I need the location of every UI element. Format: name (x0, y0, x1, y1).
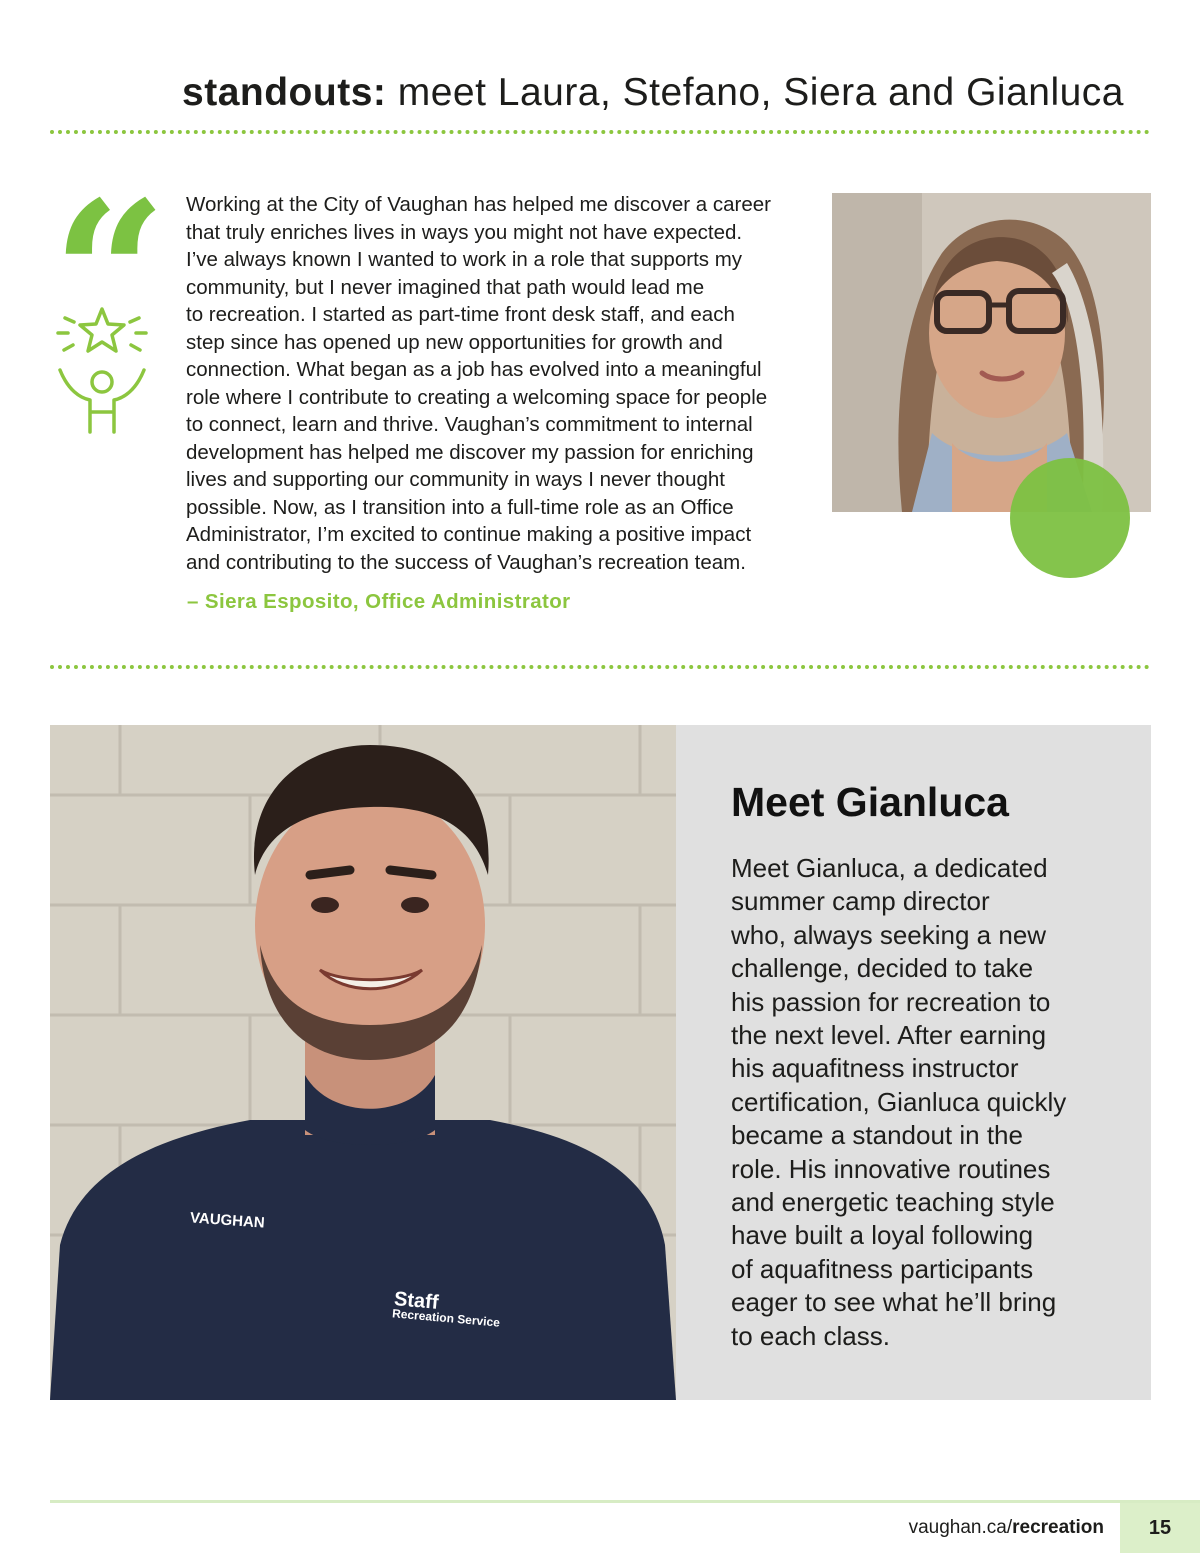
meet-line: his passion for recreation to (731, 986, 1051, 1017)
meet-line: became a standout in the (731, 1120, 1023, 1151)
meet-gianluca-text (731, 852, 1121, 1353)
footer-url-domain: vaughan.ca/ (908, 1517, 1013, 1538)
quote-line: step since has opened up new opportunities for growth and (186, 330, 723, 354)
quote-text (186, 191, 826, 576)
quote-line: possible. Now, as I transition into a full-time role as an Office (186, 495, 734, 519)
quote-attribution: – Siera Esposito, Office Administrator (187, 590, 571, 613)
quote-line: connection. What began as a job has evolved into a meaningful (186, 358, 762, 381)
gianluca-photo (50, 725, 676, 1400)
page-title-rest: meet Laura, Stefano, Siera and Gianluca (386, 71, 1124, 114)
meet-gianluca-heading: Meet Gianluca (731, 779, 1009, 825)
page-title (182, 68, 1124, 118)
meet-line: his aquafitness instructor (731, 1053, 1019, 1084)
gianluca-photo-illustration (50, 725, 676, 1400)
meet-line: role. His innovative routines (731, 1153, 1051, 1184)
quote-line: development has helped me discover my passion for enriching (186, 440, 754, 464)
shirt-staff-text: Staff (393, 1288, 440, 1314)
page-number: 15 (1148, 1517, 1172, 1539)
decorative-green-circle (1010, 458, 1130, 578)
shirt-logo-text: VAUGHAN (189, 1209, 266, 1232)
meet-line: challenge, decided to take (731, 953, 1034, 984)
meet-line: and energetic teaching style (731, 1187, 1055, 1218)
meet-line: eager to see what he’ll bring (731, 1287, 1057, 1318)
page-number-box (1120, 1503, 1200, 1553)
meet-line: of aquafitness participants (731, 1253, 1034, 1284)
quote-line: to connect, learn and thrive. Vaughan’s commitment to internal (186, 413, 753, 436)
meet-line: to each class. (731, 1320, 890, 1351)
celebrating-person-star-icon (50, 300, 154, 440)
dotted-divider-middle (50, 665, 1150, 669)
dotted-divider-top (50, 130, 1150, 134)
footer-rule (50, 1500, 1200, 1503)
quote-line: that truly enriches lives in ways you might not have expected. (186, 220, 743, 244)
quote-line: I’ve always known I wanted to work in a role that supports my (186, 248, 743, 271)
meet-line: summer camp director (731, 886, 990, 917)
meet-line: the next level. After earning (731, 1020, 1047, 1051)
siera-portrait-photo (832, 193, 1151, 512)
meet-line: certification, Gianluca quickly (731, 1086, 1067, 1117)
quote-line: community, but I never imagined that path would lead me (186, 275, 705, 299)
quotation-mark-icon: “ (52, 158, 168, 393)
meet-gianluca-panel (676, 725, 1151, 1400)
siera-portrait-illustration (832, 193, 1151, 512)
meet-line: Meet Gianluca, a dedicated (731, 853, 1048, 883)
quote-line: role where I contribute to creating a welcoming space for people (186, 385, 768, 409)
quote-line: Administrator, I’m excited to continue making a positive impact (186, 523, 752, 546)
quote-line: lives and supporting our community in ways I never thought (186, 468, 725, 491)
page-title-bold: standouts: (182, 71, 387, 114)
quote-line: Working at the City of Vaughan has helped me discover a career (186, 193, 771, 216)
quote-line: to recreation. I started as part-time front desk staff, and each (186, 303, 735, 326)
footer-url-path: recreation (1012, 1517, 1104, 1538)
shirt-recreation-text: Recreation Service (391, 1306, 501, 1330)
quote-line: and contributing to the success of Vaughan’s recreation team. (186, 550, 746, 574)
footer-website-link[interactable] (909, 1516, 1104, 1540)
meet-line: have built a loyal following (731, 1220, 1034, 1251)
meet-line: who, always seeking a new (731, 919, 1047, 950)
